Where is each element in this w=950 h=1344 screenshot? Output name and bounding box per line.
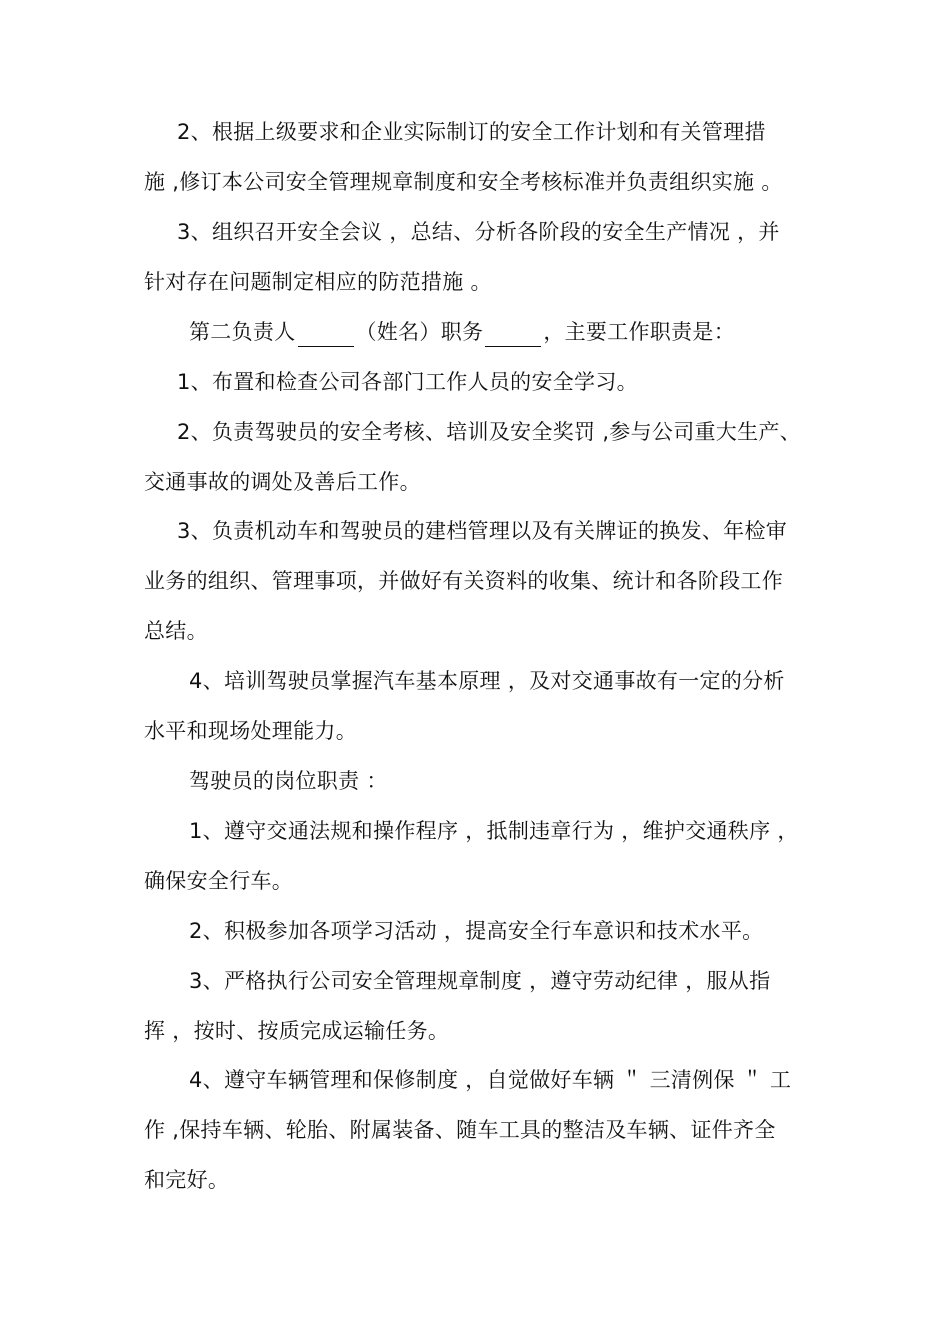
position-blank	[485, 326, 541, 347]
paragraph-line: 挥 ，按时、按质完成运输任务。	[144, 1019, 450, 1043]
paragraph-line: 3、负责机动车和驾驶员的建档管理以及有关牌证的换发、年检审	[177, 519, 788, 543]
name-blank	[298, 326, 354, 347]
paragraph-line: 1、遵守交通法规和操作程序 ，抵制违章行为 ，维护交通秩序 ，	[189, 819, 799, 843]
section-heading: 驾驶员的岗位职责 ：	[189, 769, 388, 793]
paragraph-line: 针对存在问题制定相应的防范措施 。	[144, 270, 492, 294]
paragraph-line: 施 ,修订本公司安全管理规章制度和安全考核标准并负责组织实施 。	[144, 170, 783, 194]
paragraph-line: 2、积极参加各项学习活动 ，提高安全行车意识和技术水平。	[189, 919, 764, 943]
paragraph-line: 3、严格执行公司安全管理规章制度 ，遵守劳动纪律 ，服从指	[189, 969, 771, 993]
paragraph-line: 3、组织召开安全会议 ，总结、分析各阶段的安全生产情况 ，并	[177, 220, 780, 244]
paragraph-line: 总结。	[144, 619, 208, 643]
label-name-position: （姓名）职务	[355, 320, 484, 344]
paragraph-line: 4、培训驾驶员掌握汽车基本原理 ，及对交通事故有一定的分析	[189, 669, 785, 693]
paragraph-line: 业务的组织、管理事项，并做好有关资料的收集、统计和各阶段工作	[144, 569, 783, 593]
responsible-person-line	[189, 317, 735, 347]
paragraph-line: 2、根据上级要求和企业实际制订的安全工作计划和有关管理措	[177, 120, 766, 144]
paragraph-line: 水平和现场处理能力。	[144, 719, 357, 743]
paragraph-line: 作 ,保持车辆、轮胎、附属装备、随车工具的整洁及车辆、证件齐全	[144, 1118, 776, 1142]
paragraph-line: 和完好。	[144, 1168, 230, 1192]
paragraph-line: 交通事故的调处及善后工作。	[144, 470, 421, 494]
label-second-responsible: 第二负责人	[189, 320, 296, 344]
paragraph-line: 1、布置和检查公司各部门工作人员的安全学习。	[177, 370, 638, 394]
label-main-duties: ，主要工作职责是：	[543, 320, 736, 344]
paragraph-line: 2、负责驾驶员的安全考核、培训及安全奖罚 ,参与公司重大生产、	[177, 420, 802, 444]
paragraph-line: 确保安全行车。	[144, 869, 294, 893]
paragraph-line: 4、遵守车辆管理和保修制度 ，自觉做好车辆 ＂ 三清例保 ＂ 工	[189, 1068, 792, 1092]
